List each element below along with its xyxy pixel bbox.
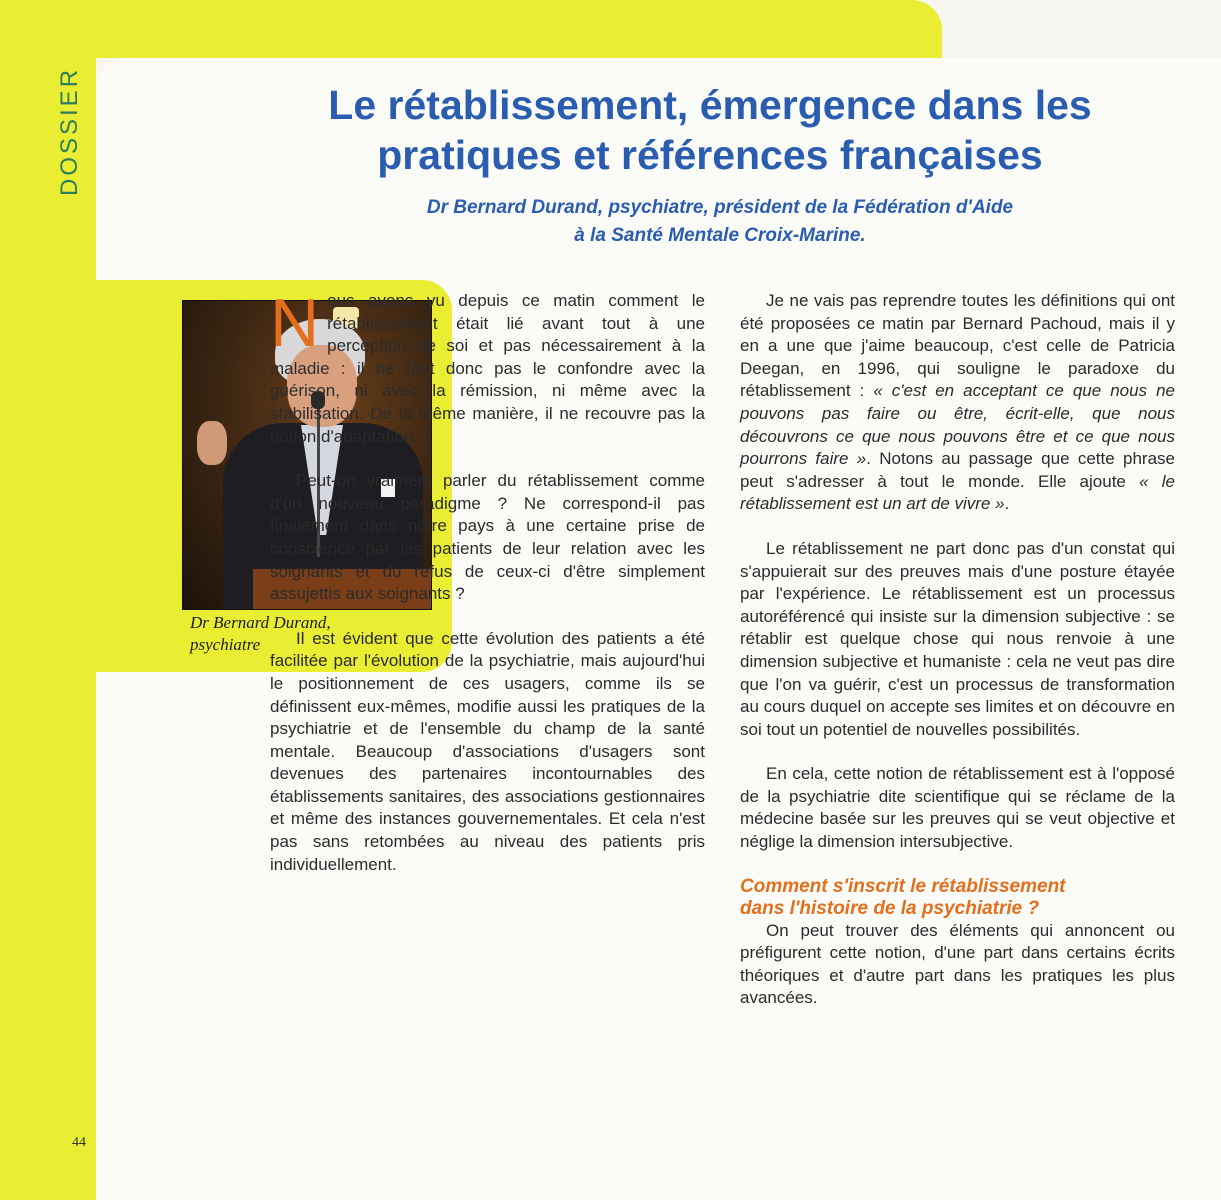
- paragraph-paradigm: Peut-on vraiment parler du rétablissement comme d'un nouveau paradigme ? Ne correspond-il pas finalement dans notre pays à une certaine prise de conscience par les patients de leur relation avec les soignants et du refus de ceux-ci d'être simplement assujettis aux soignants ?: [270, 471, 705, 604]
- paragraph-history: On peut trouver des éléments qui annoncent ou préfigurent cette notion, d'une part dans certains écrits théoriques et d'autre part dans les pratiques les plus avancées.: [740, 920, 1175, 1008]
- paragraph-posture: Le rétablissement ne part donc pas d'un constat qui s'appuierait sur des preuves mais d'une posture étayée par l'expérience. Le rétablissement est un processus autoréférencé qui insiste sur la dimension subjective : se rétablir est quelque chose qui nous renvoie à une dimension subjective et humaniste : cela ne veut pas dire que l'on va guérir, c'est un processus de transformation au cours duquel on accepte ses limites et on découvre en soi tout un potentiel de nouvelles possibilités.: [740, 538, 1175, 739]
- yellow-top-band: [0, 0, 942, 58]
- page-number: 44: [72, 1135, 86, 1150]
- paragraph-definition: Je ne vais pas reprendre toutes les définitions qui ont été proposées ce matin par Bernard Pachoud, mais il y en a une que j'aime beaucoup, c'est celle de Patricia Deegan, en 1996, qui souligne le paradoxe du rétablissement : « c'est en acceptant ce que nous ne pouvons pas faire ou être, écrit-elle, que nous découvrons ce que nous pouvons être et ce que nous pourrons faire ». Notons au passage que cette phrase peut s'adresser à tout le monde. Elle ajoute « le rétablissement est un art de vivre ».: [740, 291, 1175, 514]
- column-1: [270, 285, 705, 876]
- paragraph-opposition: En cela, cette notion de rétablissement est à l'opposé de la psychiatrie dite scientifique qui se réclame de la médecine basée sur les preuves qui se veut objective et néglige la dimension intersubjective.: [740, 764, 1175, 852]
- article-title: Le rétablissement, émergence dans les pratiques et références françaises: [328, 82, 1092, 178]
- section-subheading: Comment s'inscrit le rétablissement dans l'histoire de la psychiatrie ?: [740, 875, 1066, 919]
- byline-line-2: à la Santé Mentale Croix-Marine.: [574, 225, 866, 246]
- paragraph-intro: Nous avons vu depuis ce matin comment le rétablissement était lié avant tout à une perception de soi et pas nécessairement à la maladie : il ne faut donc pas le confondre avec la guérison, ni avec la rémission, ni même avec la stabilisation. De la même manière, il ne recouvre pas la notion d'adaptation.: [270, 285, 705, 446]
- byline-line-1: Dr Bernard Durand, psychiatre, président de la Fédération d'Aide: [426, 197, 1014, 218]
- paragraph-evolution: Il est évident que cette évolution des patients a été facilitée par l'évolution de la psychiatrie, mais aujourd'hui le positionnement de ces usagers, comme ils se définissent eux-mêmes, modifie aussi les pratiques de la psychiatrie et de l'ensemble du champ de la santé mentale. Beaucoup d'associations d'usagers sont devenues des partenaires incontournables des établissements sanitaires, des associations gestionnaires et même des instances gouvernementales. Et cela n'est pas sans retombées au niveau des patients pris individuellement.: [270, 628, 705, 874]
- article-byline: [300, 194, 1140, 250]
- photo-caption: Dr Bernard Durand, psychiatre: [190, 613, 331, 654]
- column-2: [740, 290, 1175, 1010]
- section-label: DOSSIER: [56, 66, 83, 196]
- drop-cap: N: [270, 285, 320, 361]
